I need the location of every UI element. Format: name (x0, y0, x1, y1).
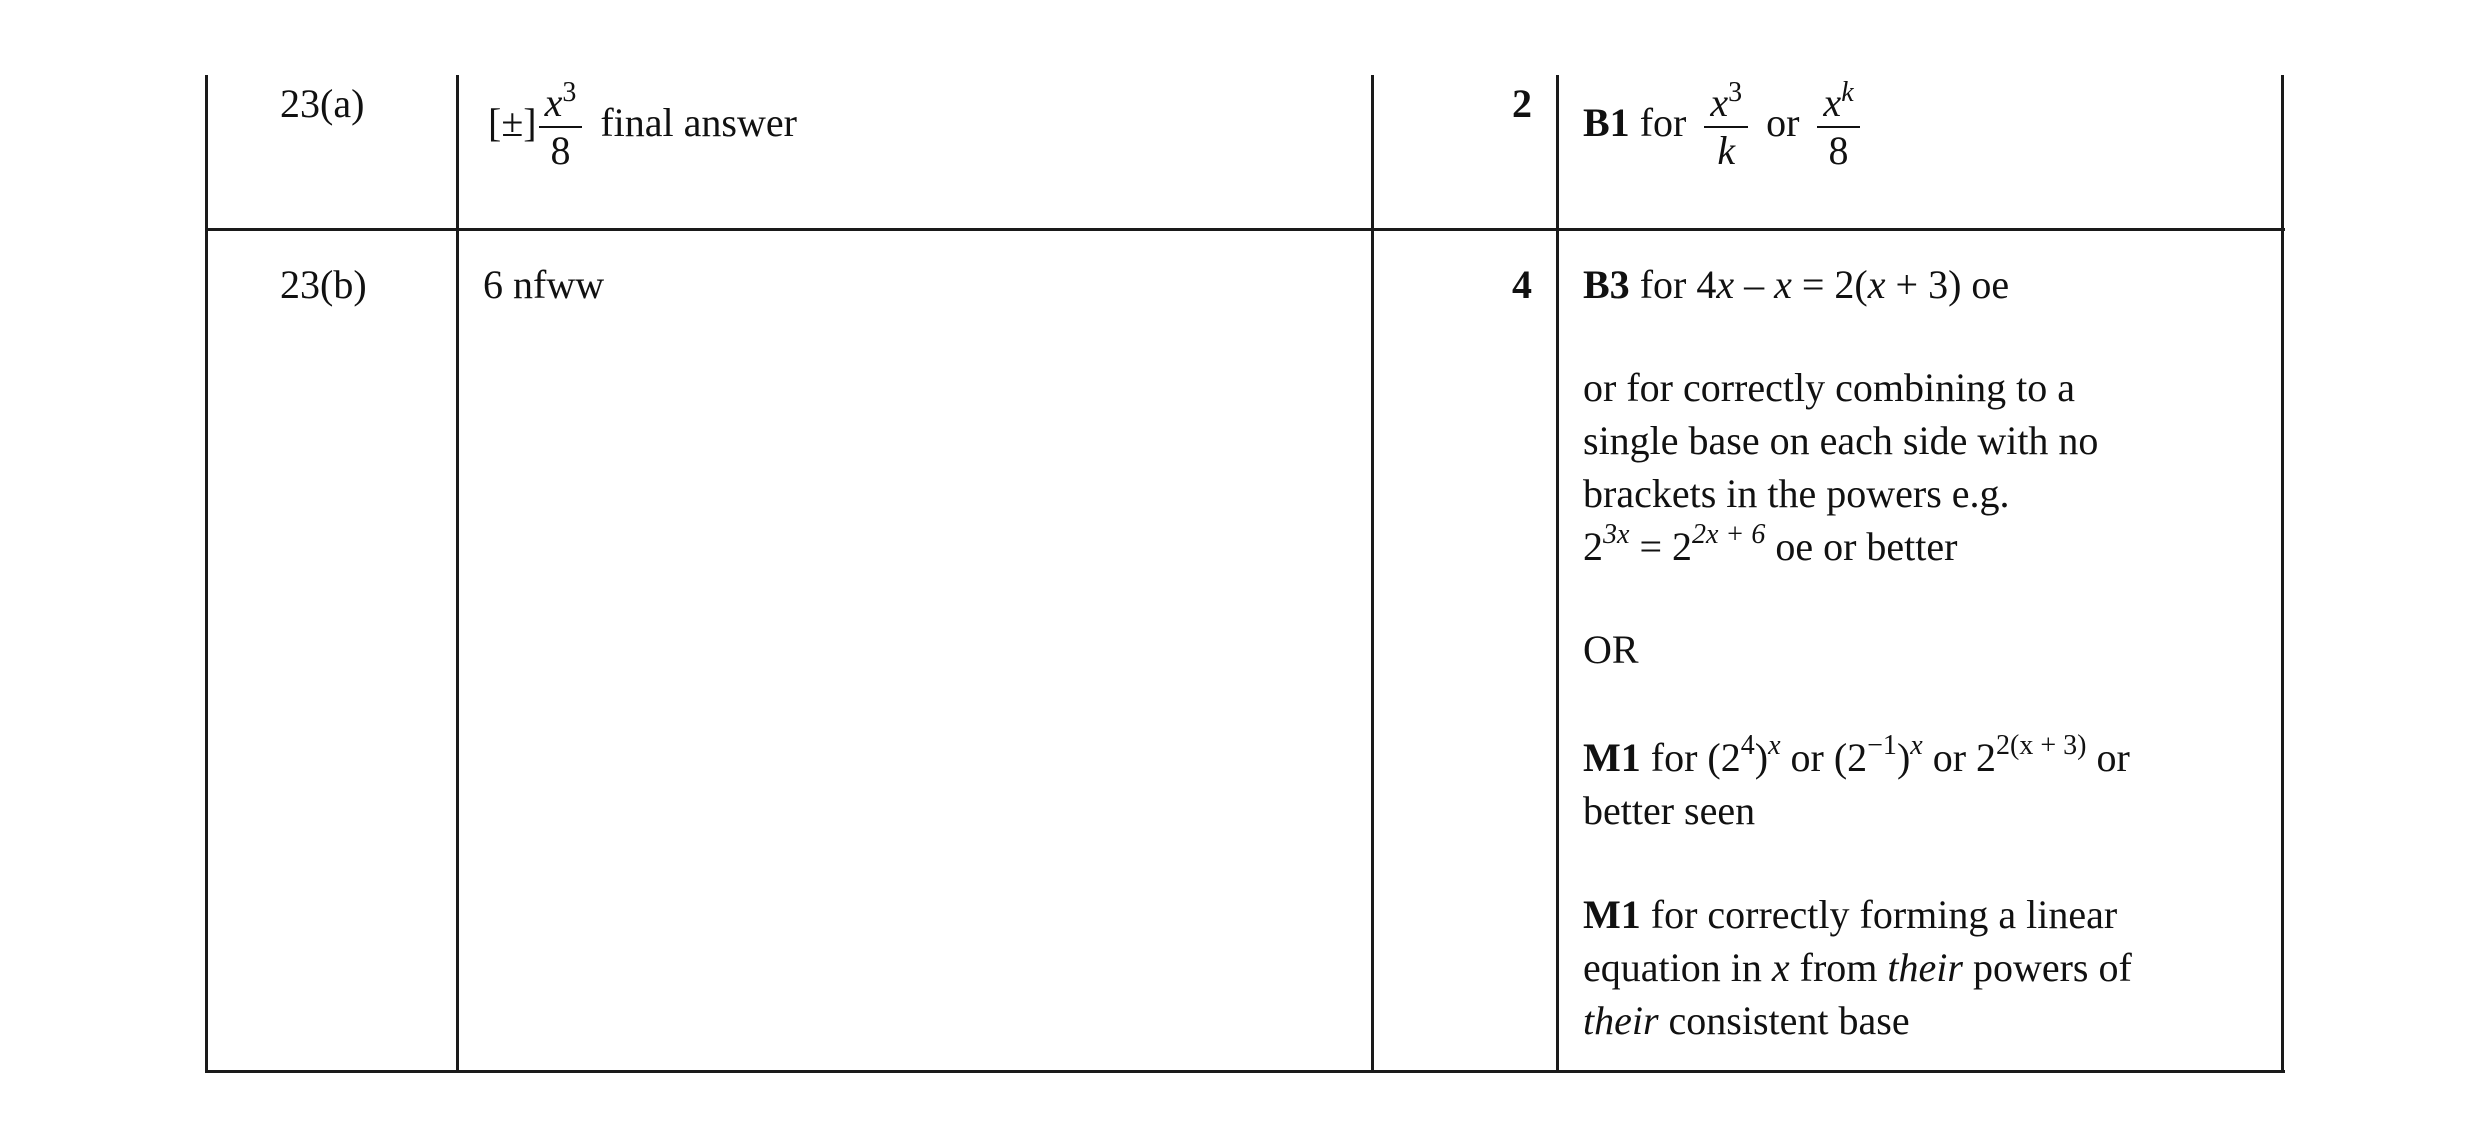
table-border-bottom (205, 1070, 2285, 1073)
row-separator (205, 228, 2285, 231)
answer-prefix: [±] (488, 100, 537, 146)
table-divider-marks (1556, 75, 1559, 1073)
table-border-right (2281, 75, 2284, 1073)
marks-value: 2 (1512, 81, 1532, 126)
guidance-m1-first: M1 for $(2^4)^x$ or $(2^{-1})^x$ or $2^{2(x + 3)}$ or better seen (1583, 730, 2130, 833)
answer-fraction: $\frac{x^3}{8}$ (539, 80, 583, 174)
guidance-alternative: or for correctly combining to a single base on each side with no brackets in the powers e.g. $2^{3x} = 2^{2x + 6}$ oe or better (1583, 361, 2098, 573)
guidance-b3: B3 for 4x – x = 2(x + 3) oe (1583, 262, 2010, 307)
question-number: 23(b) (280, 262, 367, 307)
answer-cell: 6 nfww (483, 262, 605, 307)
guidance-m1-second: M1 for correctly forming a linear equation in x from their powers of their consistent base (1583, 892, 2132, 1043)
table-divider-question (456, 75, 459, 1073)
answer-cell (488, 77, 797, 174)
guidance-text: or (1766, 100, 1800, 146)
table-border-left (205, 75, 208, 1073)
table-divider-answer (1371, 75, 1374, 1073)
mark-code: B1 (1583, 100, 1630, 146)
marks-value: 4 (1512, 262, 1532, 307)
guidance-or: OR (1583, 627, 1639, 672)
answer-suffix: final answer (600, 100, 797, 146)
guidance-fraction-2: $\frac{x^k}{8}$ (1817, 80, 1859, 174)
guidance-cell (1583, 77, 1868, 174)
question-number: 23(a) (280, 81, 365, 126)
guidance-fraction-1: $\frac{x^3}{k}$ (1704, 80, 1748, 174)
guidance-example: $2^{3x} = 2^{2x + 6}$ oe or better (1583, 519, 1958, 569)
guidance-text: for (1639, 100, 1687, 146)
